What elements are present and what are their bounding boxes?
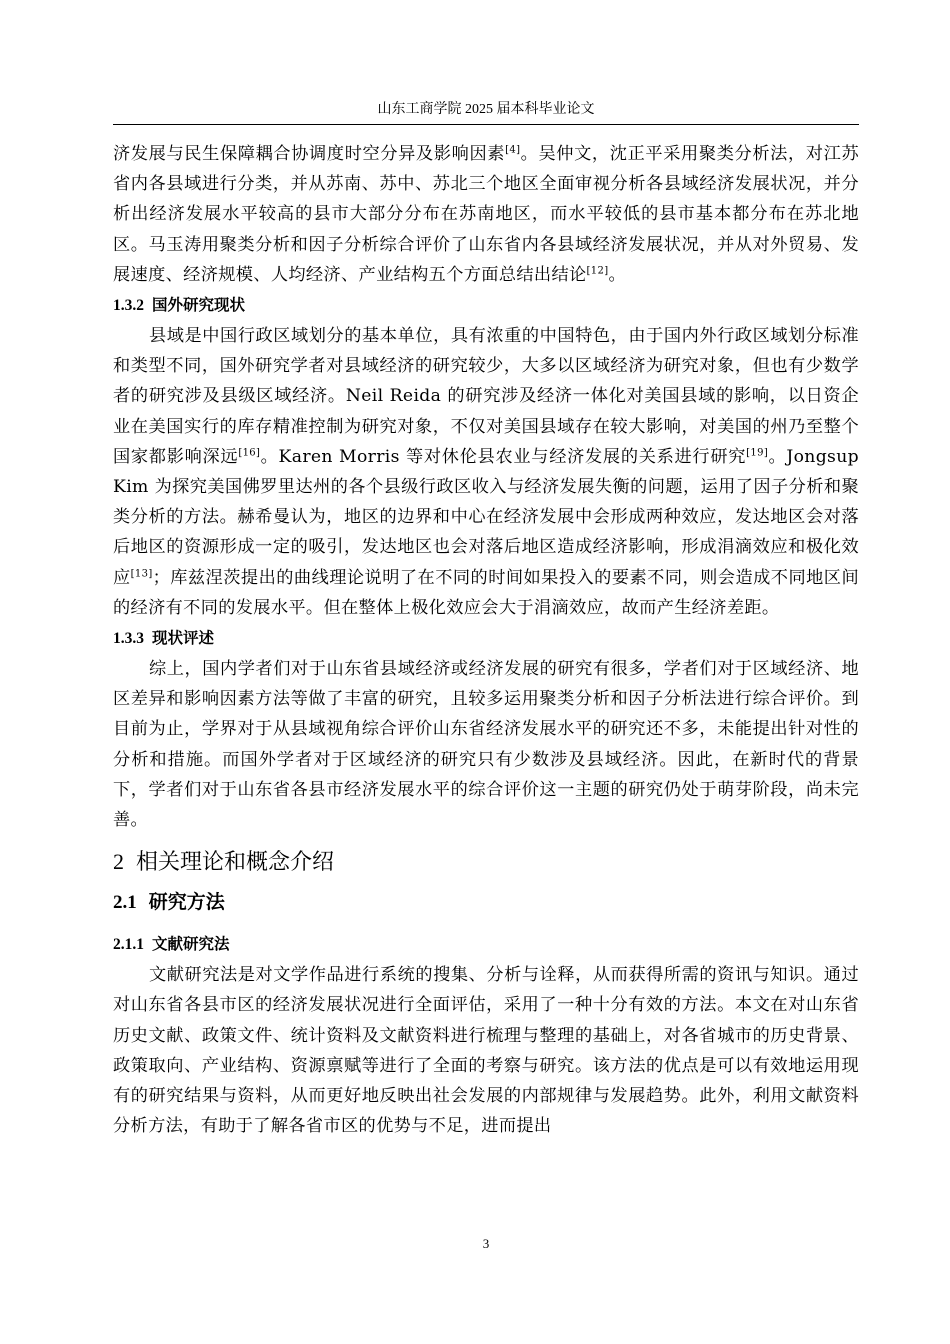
- section-heading-2-1-1: 2.1.1 文献研究法: [113, 935, 230, 954]
- paragraph-foreign-research: 县域是中国行政区域划分的基本单位，具有浓重的中国特色，由于国内外行政区域划分标准和类型不同，国外研究学者对县域经济的研究较少，大多以区域经济为研究对象，但也有少数学者的研究涉及县级区域经济。Neil Reida 的研究涉及经济一体化对美国县域的影响，以日资企业在美国实行的库存精准控制为研究对象，不仅对美国县域存在较大影响，对美国的州乃至整个国家都影响深远[16]。Karen Morris 等对休伦县农业与经济发展的关系进行研究[19]。Jongsup Kim 为探究美国佛罗里达州的各个县级行政区收入与经济发展失衡的问题，运用了因子分析和聚类分析的方法。赫希曼认为，地区的边界和中心在经济发展中会形成两种效应，发达地区会对落后地区的资源形成一定的吸引，发达地区也会对落后地区造成经济影响，形成涓滴效应和极化效应[13]；库兹涅茨提出的曲线理论说明了在不同的时间如果投入的要素不同，则会造成不同地区间的经济有不同的发展水平。但在整体上极化效应会大于涓滴效应，故而产生经济差距。: [113, 326, 859, 618]
- citation[interactable]: [16]: [238, 447, 261, 459]
- citation[interactable]: [19]: [746, 447, 769, 459]
- section-heading-2-1: 2.1 研究方法: [113, 891, 225, 914]
- citation[interactable]: [13]: [130, 567, 153, 579]
- paragraph-domestic-research: 济发展与民生保障耦合协调度时空分异及影响因素[4]。吴仲文，沈正平采用聚类分析法，对江苏省内各县域进行分类，并从苏南、苏中、苏北三个地区全面审视分析各县域经济发展状况，并分析出经济发展水平较高的县市大部分分布在苏南地区，而水平较低的县市基本都分布在苏北地区。马玉涛用聚类分析和因子分析综合评价了山东省内各县域经济发展状况，并从对外贸易、发展速度、经济规模、人均经济、产业结构五个方面总结出结论[12]。: [113, 144, 859, 285]
- citation[interactable]: [4]: [505, 144, 521, 156]
- paragraph-review: 综上，国内学者们对于山东省县域经济或经济发展的研究有很多，学者们对于区域经济、地区差异和影响因素方法等做了丰富的研究，且较多运用聚类分析和因子分析法进行综合评价。到目前为止，学界对于从县域视角综合评价山东省经济发展水平的研究还不多，未能提出针对性的分析和措施。而国外学者对于区域经济的研究只有少数涉及县域经济。因此，在新时代的背景下，学者们对于山东省各县市经济发展水平的综合评价这一主题的研究仍处于萌芽阶段，尚未完善。: [113, 659, 859, 831]
- paragraph-literature-method: 文献研究法是对文学作品进行系统的搜集、分析与诠释，从而获得所需的资讯与知识。通过对山东省各县市区的经济发展状况进行全面评估，采用了一种十分有效的方法。本文在对山东省历史文献、政策文件、统计资料及文献资料进行梳理与整理的基础上，对各省城市的历史背景、政策取向、产业结构、资源禀赋等进行了全面的考察与研究。该方法的优点是可以有效地运用现有的研究结果与资料，从而更好地反映出社会发展的内部规律与发展趋势。此外，利用文献资料分析方法，有助于了解各省市区的优势与不足，进而提出: [113, 965, 859, 1137]
- header-rule: [113, 124, 859, 125]
- page-body: [113, 139, 859, 1141]
- section-heading-1-3-3: 1.3.3 现状评述: [113, 629, 215, 648]
- section-heading-1-3-2: 1.3.2 国外研究现状: [113, 296, 246, 315]
- chapter-heading-2: 2 相关理论和概念介绍: [113, 849, 335, 876]
- running-header: 山东工商学院 2025 届本科毕业论文: [377, 102, 595, 117]
- page-number: 3: [482, 1236, 490, 1251]
- citation[interactable]: [12]: [586, 265, 609, 277]
